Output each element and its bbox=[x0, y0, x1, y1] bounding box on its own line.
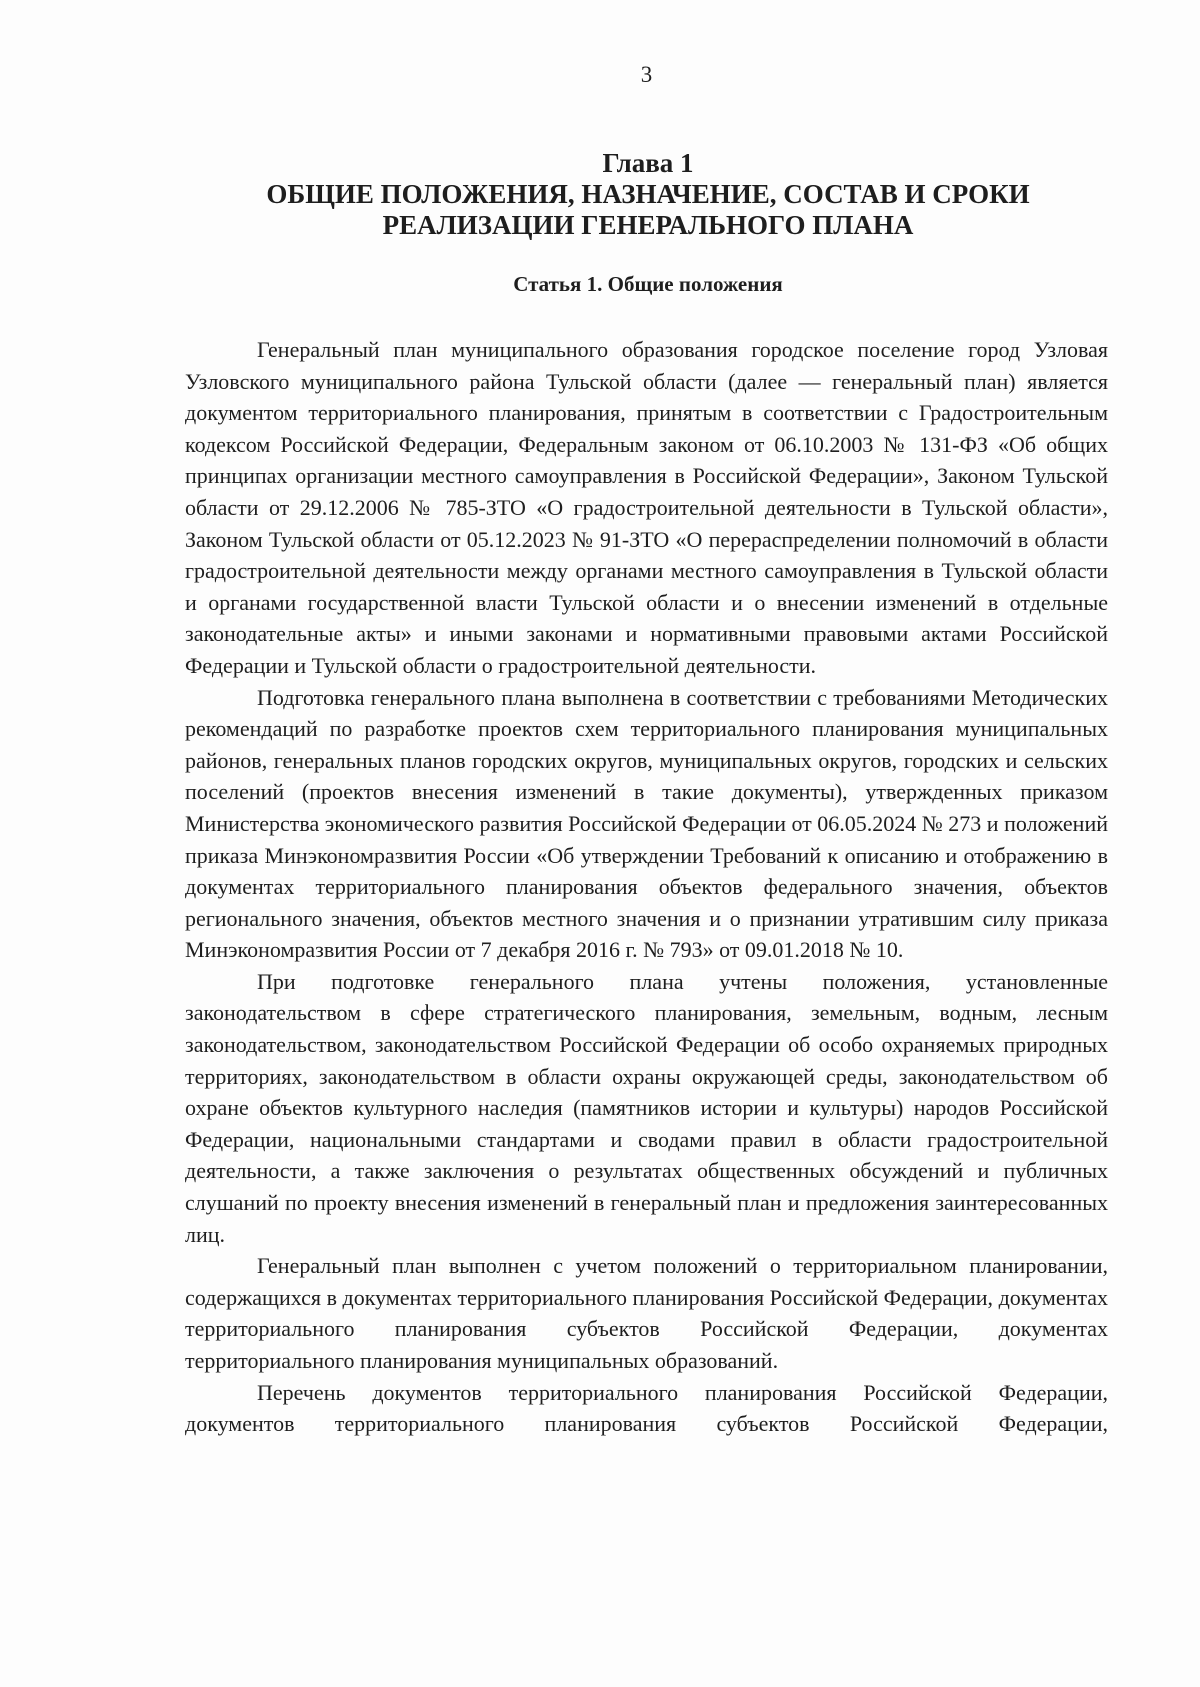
paragraph: Перечень документов территориального планирования Российской Федерации, документов территориального планирования субъектов Российской Федерации, bbox=[185, 1379, 1108, 1437]
paragraph: Подготовка генерального плана выполнена в соответствии с требованиями Методических рекомендаций по разработке проектов схем территориального планирования муниципальных районов, генеральных планов городских округов, муниципальных округов, городских и сельских поселений (проектов внесения изменений в такие документы), утвержденных приказом Министерства экономического развития Российской Федерации от 06.05.2024 № 273 и положений приказа Минэкономразвития России «Об утверждении Требований к описанию и отображению в документах территориального планирования объектов федерального значения, объектов регионального значения, объектов местного значения и о признании утратившим силу приказа Минэкономразвития России от 7 декабря 2016 г. № 793» от 09.01.2018 № 10. bbox=[185, 684, 1108, 963]
body-text bbox=[185, 334, 1108, 1440]
chapter-heading bbox=[248, 148, 1048, 241]
chapter-title: ОБЩИЕ ПОЛОЖЕНИЯ, НАЗНАЧЕНИЕ, СОСТАВ И СРОКИ РЕАЛИЗАЦИИ ГЕНЕРАЛЬНОГО ПЛАНА bbox=[266, 179, 1030, 240]
page-number: 3 bbox=[640, 62, 653, 87]
article-heading: Статья 1. Общие положения bbox=[513, 272, 783, 296]
paragraph: Генеральный план выполнен с учетом положений о территориальном планировании, содержащихся в документах территориального планирования Российской Федерации, документах территориального планирования субъектов Российской Федерации, документах территориального планирования муниципальных образований. bbox=[185, 1253, 1108, 1373]
paragraph: Генеральный план муниципального образования городское поселение город Узловая Узловского муниципального района Тульской области (далее — генеральный план) является документом территориального планирования, принятым в соответствии с Градостроительным кодексом Российской Федерации, Федеральным законом от 06.10.2003 № 131-ФЗ «Об общих принципах организации местного самоуправления в Российской Федерации», Законом Тульской области от 29.12.2006 № 785-ЗТО «О градостроительной деятельности в Тульской области», Законом Тульской области от 05.12.2023 № 91-ЗТО «О перераспределении полномочий в области градостроительной деятельности между органами местного самоуправления в Тульской области и органами государственной власти Тульской области и о внесении изменений в отдельные законодательные акты» и иными законами и нормативными правовыми актами Российской Федерации и Тульской области о градостроительной деятельности. bbox=[185, 337, 1108, 678]
chapter-number: Глава 1 bbox=[602, 148, 694, 178]
paragraph: При подготовке генерального плана учтены положения, установленные законодательством в сфере стратегического планирования, земельным, водным, лесным законодательством, законодательством Российской Федерации об особо охраняемых природных территориях, законодательством в области охраны окружающей среды, законодательством об охране объектов культурного наследия (памятников истории и культуры) народов Российской Федерации, национальными стандартами и сводами правил в области градостроительной деятельности, а также заключения о результатах общественных обсуждений и публичных слушаний по проекту внесения изменений в генеральный план и предложения заинтересованных лиц. bbox=[185, 968, 1108, 1247]
